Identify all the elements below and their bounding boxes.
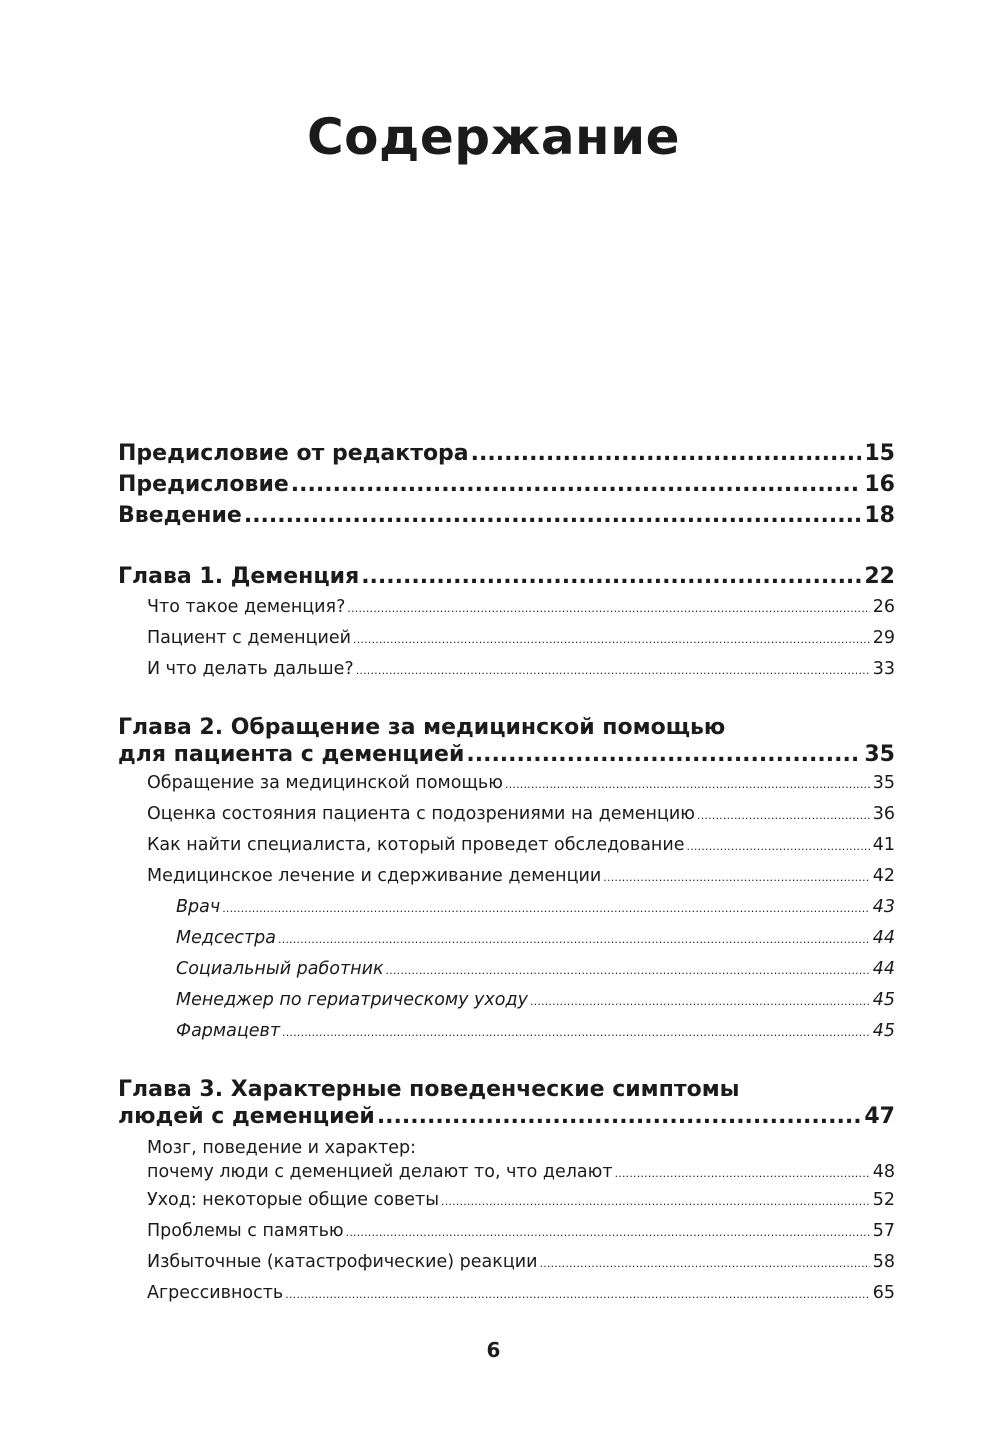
- toc-entry-label: И что делать дальше?: [147, 659, 354, 679]
- toc-entry-page: 65: [872, 1283, 895, 1303]
- toc-entry-label: Проблемы с памятью: [147, 1221, 344, 1241]
- toc-section[interactable]: [118, 1130, 895, 1185]
- toc-entry-label: Глава 1. Деменция: [118, 564, 360, 589]
- dot-leader: [285, 1279, 869, 1310]
- toc-section[interactable]: [118, 1216, 895, 1247]
- toc-entry-label: Пациент с деменцией: [147, 628, 352, 648]
- toc-entry-page: 29: [872, 628, 895, 648]
- toc-entry-label: Предисловие от редактора: [118, 441, 469, 466]
- toc-section[interactable]: [118, 1278, 895, 1309]
- dot-leader: [356, 655, 870, 686]
- dot-leader: [466, 741, 861, 768]
- toc-section[interactable]: [118, 799, 895, 830]
- toc-entry-page: 15: [864, 441, 895, 466]
- toc-entry-label: почему люди с деменцией делают то, что делают: [147, 1162, 613, 1182]
- toc-section[interactable]: [118, 830, 895, 861]
- toc-entry-page: 16: [864, 472, 895, 497]
- toc-chapter-title-line: Глава 2. Обращение за медицинской помощью: [118, 715, 726, 740]
- toc-entry-label: Агрессивность: [147, 1283, 284, 1303]
- toc-entry-label: Менеджер по гериатрическому уходу: [176, 990, 528, 1010]
- dot-leader: [540, 1248, 870, 1279]
- dot-leader: [244, 500, 862, 531]
- toc-entry-label: Как найти специалиста, который проведет обследование: [147, 835, 685, 855]
- toc-subsection[interactable]: [118, 892, 895, 923]
- toc-entry-page: 22: [864, 564, 895, 589]
- toc-entry-label: Обращение за медицинской помощью: [147, 773, 503, 793]
- toc-subsection[interactable]: [118, 985, 895, 1016]
- toc-entry-label: Оценка состояния пациента с подозрениями на деменцию: [147, 804, 695, 824]
- toc-entry-page: 45: [872, 990, 895, 1010]
- toc-entry-page: 58: [872, 1252, 895, 1272]
- toc-chapter-1[interactable]: [118, 561, 895, 592]
- dot-leader: [687, 831, 870, 862]
- toc-section[interactable]: [118, 592, 895, 623]
- dot-leader: [347, 593, 869, 624]
- toc-entry-page: 33: [872, 659, 895, 679]
- toc-section[interactable]: [118, 861, 895, 892]
- dot-leader: [353, 624, 870, 655]
- toc-section[interactable]: [118, 1185, 895, 1216]
- dot-leader: [361, 561, 861, 592]
- dot-leader: [615, 1161, 870, 1186]
- dot-leader: [278, 924, 870, 955]
- dot-leader: [530, 986, 870, 1017]
- toc-entry-label: Медицинское лечение и сдерживание деменции: [147, 866, 602, 886]
- dot-leader: [697, 800, 870, 831]
- dot-leader: [377, 1103, 862, 1130]
- dot-leader: [386, 955, 870, 986]
- toc-entry-label: людей с деменцией: [118, 1104, 375, 1129]
- dot-leader: [346, 1217, 870, 1248]
- toc-subsection[interactable]: [118, 1016, 895, 1047]
- toc-subsection[interactable]: [118, 954, 895, 985]
- toc-entry-label: Предисловие: [118, 472, 289, 497]
- toc-entry-page: 44: [872, 959, 895, 979]
- toc-entry-page: 41: [872, 835, 895, 855]
- toc-entry-label: для пациента с деменцией: [118, 742, 465, 767]
- toc-entry-label: Уход: некоторые общие советы: [147, 1190, 440, 1210]
- toc-entry-page: 35: [864, 742, 895, 767]
- toc-entry-label: Введение: [118, 503, 242, 528]
- toc-section[interactable]: [118, 768, 895, 799]
- toc-entry-page: 47: [864, 1104, 895, 1129]
- toc-chapter-title-line: Глава 3. Характерные поведенческие симптомы: [118, 1077, 740, 1102]
- dot-leader: [441, 1186, 870, 1217]
- toc-entry-page: 35: [872, 773, 895, 793]
- toc-entry-introduction[interactable]: [118, 500, 895, 531]
- toc-entry-page: 36: [872, 804, 895, 824]
- toc-section[interactable]: [118, 1247, 895, 1278]
- dot-leader: [603, 862, 869, 893]
- dot-leader: [471, 438, 862, 469]
- toc-chapter-2[interactable]: [118, 715, 895, 768]
- toc-entry-label: Избыточные (катастрофические) реакции: [147, 1252, 538, 1272]
- toc-entry-page: 26: [872, 597, 895, 617]
- toc-entry-page: 48: [872, 1162, 895, 1182]
- page-title: Содержание: [306, 108, 681, 166]
- toc-entry-page: 44: [872, 928, 895, 948]
- toc-entry-page: 45: [872, 1021, 895, 1041]
- toc-entry-page: 43: [872, 897, 895, 917]
- toc-section[interactable]: [118, 623, 895, 654]
- toc-entry-editor-preface[interactable]: [118, 438, 895, 469]
- toc-entry-label: Врач: [176, 897, 221, 917]
- toc-entry-page: 52: [872, 1190, 895, 1210]
- table-of-contents: [118, 438, 895, 1309]
- dot-leader: [222, 893, 870, 924]
- dot-leader: [505, 769, 870, 800]
- toc-entry-page: 57: [872, 1221, 895, 1241]
- toc-subsection[interactable]: [118, 923, 895, 954]
- toc-entry-label: Медсестра: [176, 928, 277, 948]
- dot-leader: [282, 1017, 870, 1048]
- toc-entry-label-line: Мозг, поведение и характер:: [147, 1138, 417, 1158]
- page-number: 6: [486, 1338, 501, 1362]
- toc-entry-label: Социальный работник: [176, 959, 384, 979]
- toc-entry-preface[interactable]: [118, 469, 895, 500]
- dot-leader: [291, 469, 862, 500]
- toc-entry-label: Фармацевт: [176, 1021, 281, 1041]
- toc-chapter-3[interactable]: [118, 1077, 895, 1130]
- toc-entry-page: 42: [872, 866, 895, 886]
- toc-entry-label: Что такое деменция?: [147, 597, 346, 617]
- toc-section[interactable]: [118, 654, 895, 685]
- toc-entry-page: 18: [864, 503, 895, 528]
